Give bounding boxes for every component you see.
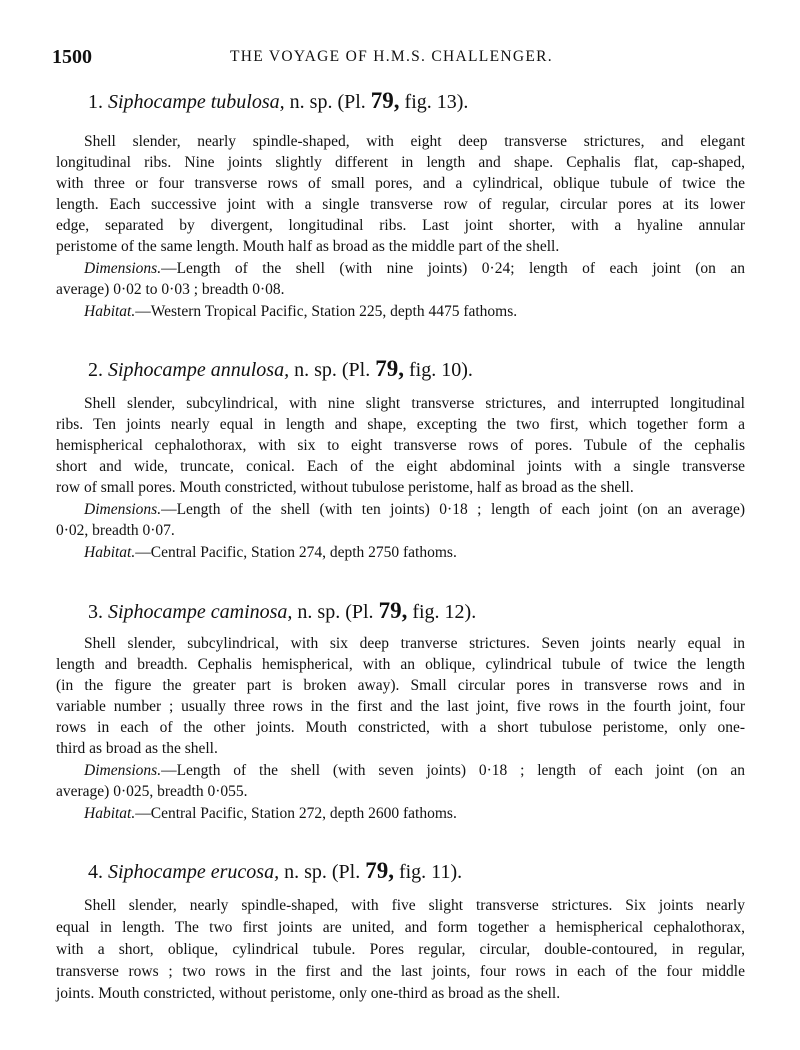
description-line: Shell slender, subcylindrical, with six deep tranverse strictures. Seven joints nearly equal in [84, 635, 745, 652]
dimensions-label: Dimensions. [84, 762, 162, 779]
description-line: third as broad as the shell. [56, 740, 218, 757]
species-name: Siphocampe erucosa, [108, 861, 280, 883]
description-line: length. Each successive joint with a single transverse row of regular, circular pores at its lower [56, 196, 745, 213]
running-title: THE VOYAGE OF H.M.S. CHALLENGER. [230, 48, 553, 65]
description-line: hemispherical cephalothorax, with six to eight transverse rows of pores. Tubule of the cephalis [56, 437, 745, 454]
habitat-label: Habitat. [84, 805, 136, 822]
description-line: Shell slender, nearly spindle-shaped, with eight deep transverse strictures, and elegant [84, 133, 745, 150]
species-name: Siphocampe tubulosa, [108, 91, 285, 113]
description-line: variable number ; usually three rows in the first and the last joint, five rows in the fourth joint, four [56, 698, 745, 715]
habitat-line: Habitat.—Western Tropical Pacific, Station 225, depth 4475 fathoms. [84, 303, 518, 320]
description-line: row of small pores. Mouth constricted, without tubulose peristome, half as broad as the shell. [56, 479, 634, 496]
habitat-line: Habitat.—Central Pacific, Station 272, depth 2600 fathoms. [84, 805, 457, 822]
dimensions-label: Dimensions. [84, 260, 162, 277]
dimensions-label: Dimensions. [84, 501, 162, 518]
species-heading: 2. Siphocampe annulosa, n. sp. (Pl. 79, fig. 10). [88, 356, 473, 381]
description-line: equal in length. The two first joints are united, and form together a hemispherical cephalothorax, [56, 919, 745, 936]
species-heading: 3. Siphocampe caminosa, n. sp. (Pl. 79, fig. 12). [88, 598, 477, 623]
species-name: Siphocampe caminosa, [108, 601, 293, 623]
species-heading: 4. Siphocampe erucosa, n. sp. (Pl. 79, fig. 11). [88, 858, 463, 883]
description-line: short and wide, truncate, conical. Each of the eight abdominal joints with a single transverse [56, 458, 745, 475]
description-line: edge, separated by divergent, longitudinal ribs. Last joint shorter, with a hyaline annular [56, 217, 745, 234]
description-line: Shell slender, nearly spindle-shaped, with five slight transverse strictures. Six joints nearly [84, 897, 745, 914]
description-line: ribs. Ten joints nearly equal in length and shape, excepting the two first, which together form a [56, 416, 745, 433]
species-name: Siphocampe annulosa, [108, 359, 290, 381]
plate-number: 79, [375, 356, 404, 381]
dimensions-line: Dimensions.—Length of the shell (with ten joints) 0·18 ; length of each joint (on an average) [84, 501, 745, 518]
running-head [52, 46, 752, 72]
description-line: transverse rows ; two rows in the first and the last joints, four rows in each of the four middle [56, 963, 745, 980]
description-line: peristome of the same length. Mouth half as broad as the middle part of the shell. [56, 238, 560, 255]
description-line: (in the figure the greater part is broken away). Small circular pores in transverse rows and in [56, 677, 745, 694]
description-line: joints. Mouth constricted, without peristome, only one-third as broad as the shell. [56, 985, 561, 1002]
description-line: with a short, oblique, cylindrical tubule. Pores regular, circular, double-contoured, in regular, [56, 941, 745, 958]
description-line: longitudinal ribs. Nine joints slightly different in length and shape. Cephalis flat, cap-shaped, [56, 154, 745, 171]
description-line: rows in each of the other joints. Mouth constricted, with a short tubulose peristome, only one- [56, 719, 745, 736]
species-heading: 1. Siphocampe tubulosa, n. sp. (Pl. 79, fig. 13). [88, 88, 469, 113]
dimensions-line: average) 0·02 to 0·03 ; breadth 0·08. [56, 281, 285, 298]
dimensions-line: average) 0·025, breadth 0·055. [56, 783, 248, 800]
description-line: length and breadth. Cephalis hemispherical, with an oblique, cylindrical tubule of twice the length [56, 656, 745, 673]
page-number: 1500 [52, 46, 92, 68]
description-line: Shell slender, subcylindrical, with nine slight transverse strictures, and interrupted longitudinal [84, 395, 745, 412]
description-line: with three or four transverse rows of small pores, and a cylindrical, oblique tubule of twice the [56, 175, 745, 192]
dimensions-line: 0·02, breadth 0·07. [56, 522, 175, 539]
habitat-label: Habitat. [84, 544, 136, 561]
plate-number: 79, [370, 88, 400, 113]
dimensions-line: Dimensions.—Length of the shell (with seven joints) 0·18 ; length of each joint (on an [84, 762, 745, 779]
plate-number: 79, [378, 598, 408, 623]
habitat-line: Habitat.—Central Pacific, Station 274, depth 2750 fathoms. [84, 544, 457, 561]
dimensions-line: Dimensions.—Length of the shell (with nine joints) 0·24; length of each joint (on an [84, 260, 745, 277]
plate-number: 79, [365, 858, 394, 883]
habitat-label: Habitat. [84, 303, 136, 320]
